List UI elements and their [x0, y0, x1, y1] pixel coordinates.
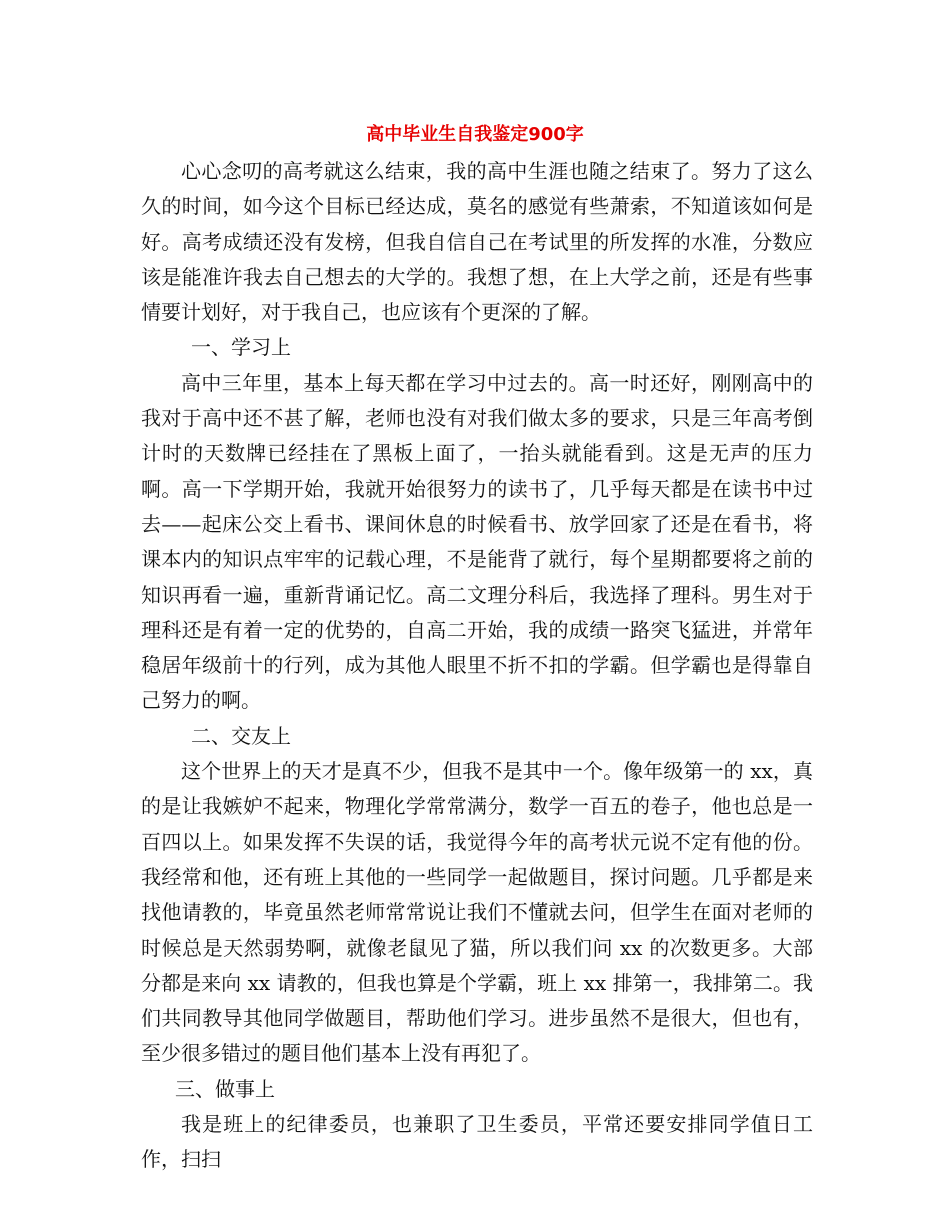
section-heading-friends: 二、交友上	[191, 723, 291, 748]
document-title: 高中毕业生自我鉴定900字	[366, 124, 584, 145]
section-heading-study: 一、学习上	[191, 335, 291, 360]
section-paragraph-friends: 这个世界上的天才是真不少，但我不是其中一个。像年级第一的 xx，真的是让我嫉妒不起来，物理化学常常满分，数学一百五的卷子，他也总是一百四以上。如果发挥不失误的话，我觉得今年的高考状元说不定有他的份。我经常和他，还有班上其他的一些同学一起做题目，探讨问题。几乎都是来找他请教的，毕竟虽然老师常常说让我们不懂就去问，但学生在面对老师的时候总是天然弱势啊，就像老鼠见了猫，所以我们问 xx 的次数更多。大部分都是来向 xx 请教的，但我也算是个学霸，班上 xx 排第一，我排第二。我们共同教导其他同学做题目，帮助他们学习。进步虽然不是很大，但也有，至少很多错过的题目他们基本上没有再犯了。	[141, 759, 813, 1066]
section-heading-work: 三、做事上	[175, 1076, 275, 1101]
document-body	[141, 154, 813, 1178]
intro-paragraph: 心心念叨的高考就这么结束，我的高中生涯也随之结束了。努力了这么久的时间，如今这个目标已经达成，莫名的感觉有些萧索，不知道该如何是好。高考成绩还没有发榜，但我自信自己在考试里的所发挥的水准，分数应该是能准许我去自己想去的大学的。我想了想，在上大学之前，还是有些事情要计划好，对于我自己，也应该有个更深的了解。	[141, 159, 813, 325]
section-paragraph-study: 高中三年里，基本上每天都在学习中过去的。高一时还好，刚刚高中的我对于高中还不甚了解，老师也没有对我们做太多的要求，只是三年高考倒计时的天数牌已经挂在了黑板上面了，一抬头就能看到。这是无声的压力啊。高一下学期开始，我就开始很努力的读书了，几乎每天都是在读书中过去——起床公交上看书、课间休息的时候看书、放学回家了还是在看书，将课本内的知识点牢牢的记载心理，不是能背了就行，每个星期都要将之前的知识再看一遍，重新背诵记忆。高二文理分科后，我选择了理科。男生对于理科还是有着一定的优势的，自高二开始，我的成绩一路突飞猛进，并常年稳居年级前十的行列，成为其他人眼里不折不扣的学霸。但学霸也是得靠自己努力的啊。	[141, 370, 813, 713]
section-paragraph-work: 我是班上的纪律委员，也兼职了卫生委员，平常还要安排同学值日工作，扫扫	[141, 1112, 813, 1172]
